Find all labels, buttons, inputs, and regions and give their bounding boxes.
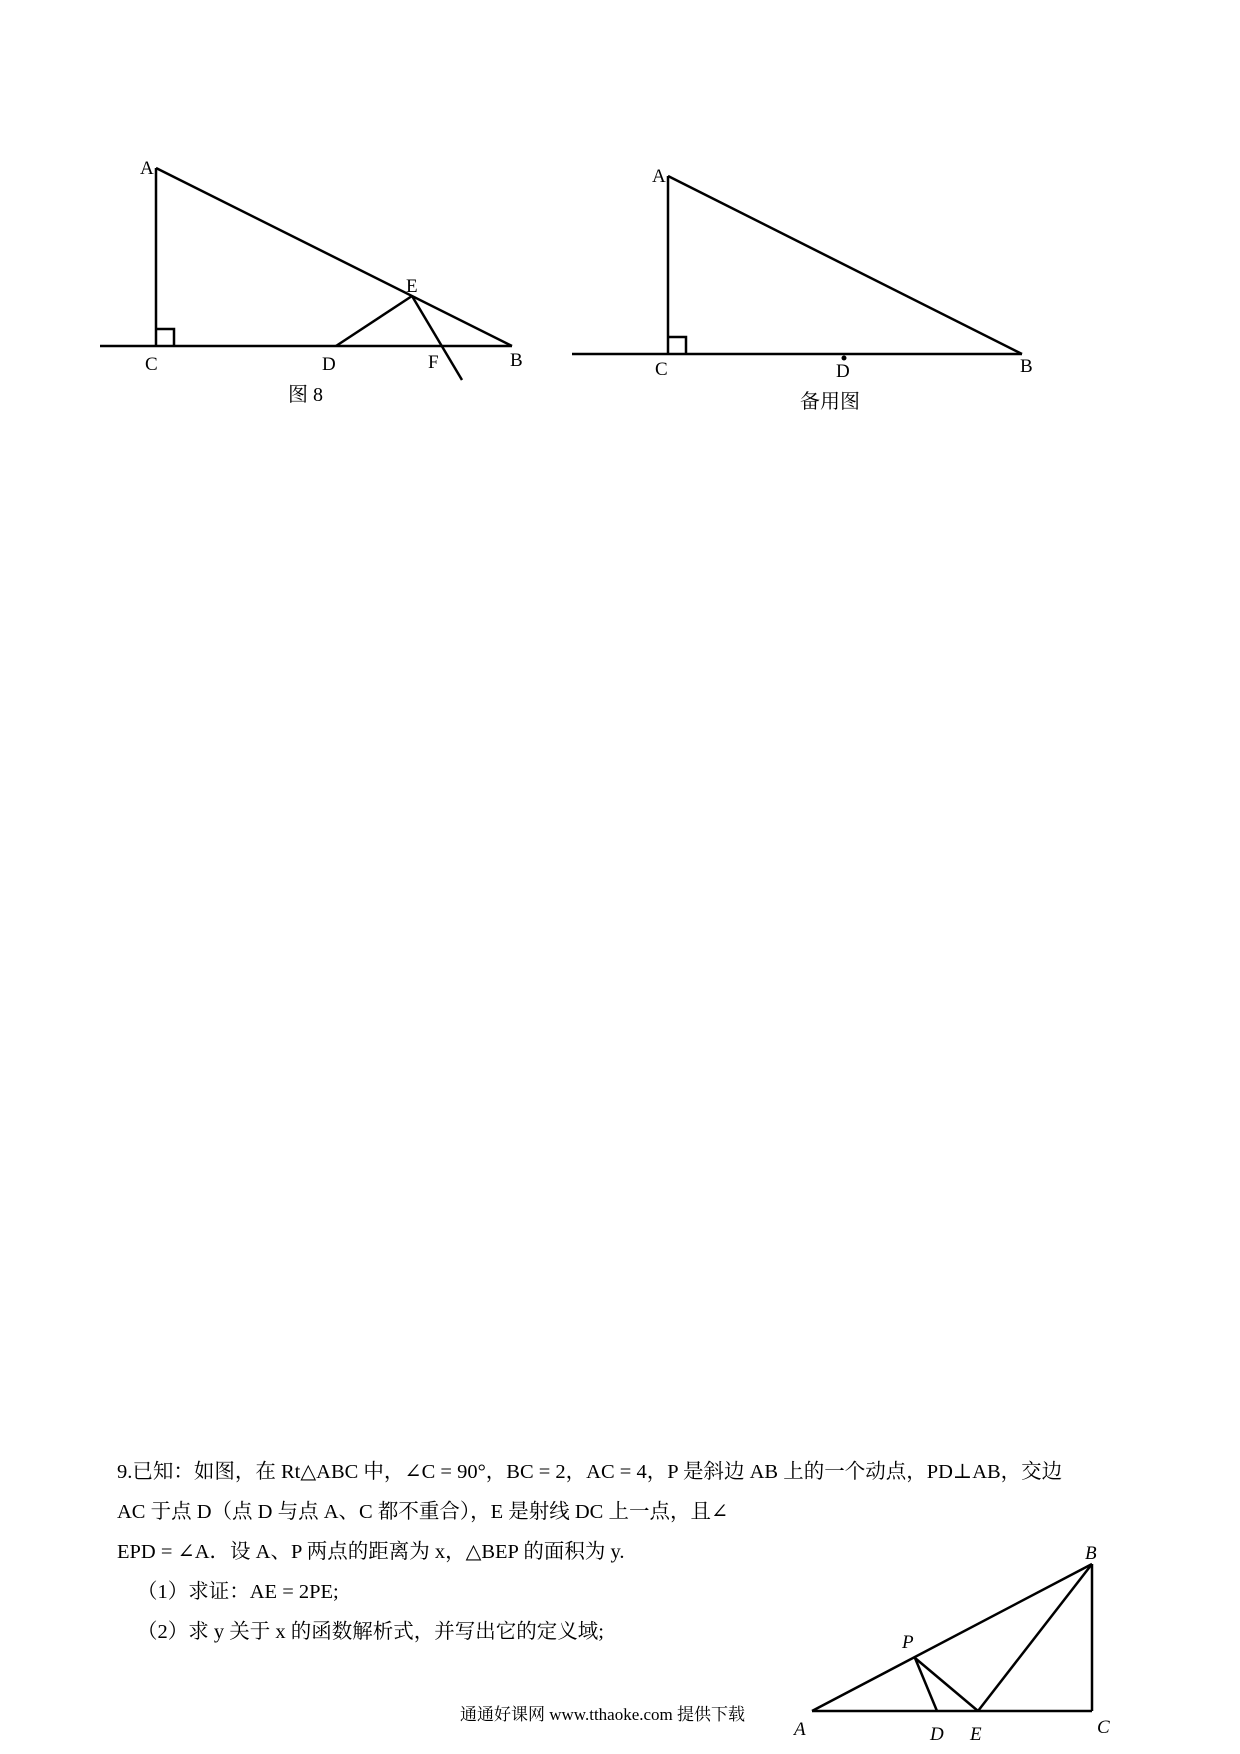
fig8-label-d: D <box>322 354 336 375</box>
fig8-label-f: F <box>428 352 439 373</box>
backup-right-angle-mark <box>668 337 686 354</box>
backup-point-d <box>842 356 847 361</box>
p9-label-e: E <box>970 1724 982 1745</box>
problem-9-question-1: （1）求证：AE = 2PE; <box>137 1581 339 1603</box>
backup-segment-ab <box>668 176 1022 354</box>
figure-8-labels <box>140 158 523 375</box>
backup-label-d: D <box>836 361 850 382</box>
backup-label-b: B <box>1020 356 1033 377</box>
problem-9-question-2: （2）求 y 关于 x 的函数解析式，并写出它的定义域; <box>137 1621 604 1643</box>
backup-label-a: A <box>652 166 666 187</box>
fig8-label-b: B <box>510 350 523 371</box>
figure-8-caption: 图 8 <box>288 384 323 406</box>
p9-label-p: P <box>902 1632 914 1653</box>
fig8-segment-ab <box>156 168 512 346</box>
p9-label-a: A <box>794 1719 806 1740</box>
fig8-label-c: C <box>145 354 158 375</box>
problem-9-line-2: AC 于点 D（点 D 与点 A、C 都不重合），E 是射线 DC 上一点，且∠ <box>117 1501 729 1523</box>
fig8-segment-de <box>336 296 412 346</box>
backup-figure <box>572 176 1022 354</box>
fig8-label-e: E <box>406 276 418 297</box>
fig8-right-angle-mark <box>156 329 174 346</box>
backup-figure-caption: 备用图 <box>800 391 860 413</box>
problem-9-line-1: 9.已知：如图，在 Rt△ABC 中，∠C = 90°，BC = 2，AC = 4，P 是斜边 AB 上的一个动点，PD⊥AB，交边 <box>117 1461 1063 1483</box>
p9-segment-pe <box>915 1658 978 1711</box>
figure-8 <box>100 168 512 380</box>
fig8-label-a: A <box>140 158 154 179</box>
problem-9 <box>117 1452 1147 1652</box>
problem-9-line-3: EPD = ∠A．设 A、P 两点的距离为 x，△BEP 的面积为 y. <box>117 1541 625 1563</box>
backup-label-c: C <box>655 359 668 380</box>
backup-figure-labels <box>652 166 1033 382</box>
p9-label-c: C <box>1097 1717 1110 1738</box>
p9-label-b: B <box>1085 1543 1097 1564</box>
footer-source: 通通好课网 www.tthaoke.com 提供下载 <box>460 1705 746 1724</box>
p9-label-d: D <box>930 1724 944 1745</box>
